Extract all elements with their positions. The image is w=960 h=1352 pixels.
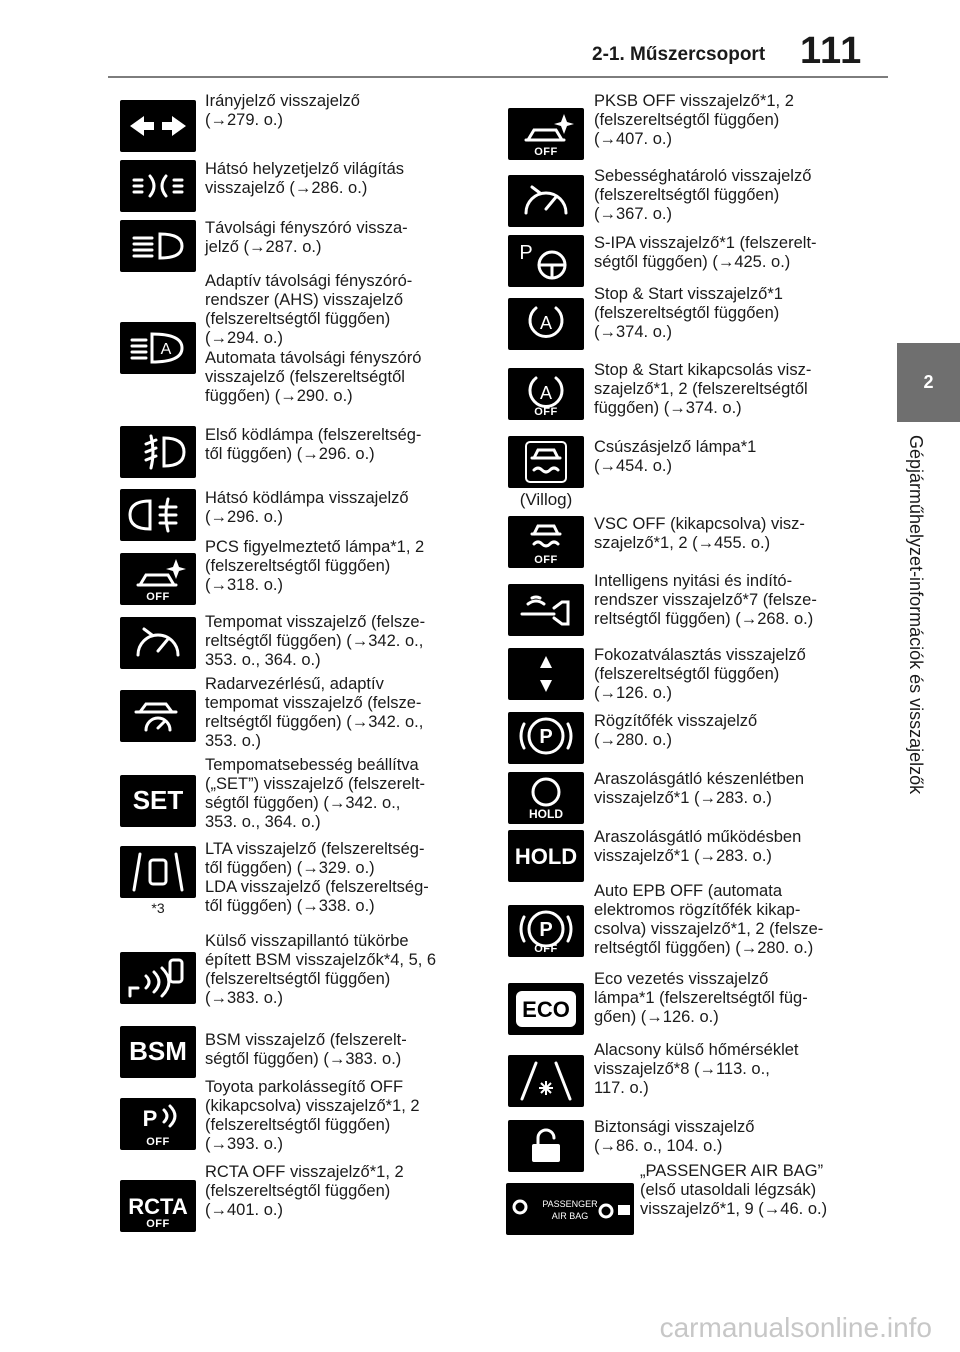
indicator-description: BSM visszajelző (felszerelt- ségtől függően) (→383. o.) (205, 1031, 407, 1069)
icon-footnote: *3 (151, 900, 165, 916)
indicator-description: Rögzítőfék visszajelző (→280. o.) (594, 712, 758, 750)
off-label: OFF (534, 554, 558, 566)
off-label: OFF (146, 591, 170, 603)
speed-limiter-icon (508, 175, 584, 227)
off-label: OFF (146, 1218, 170, 1230)
indicator-description: RCTA OFF visszajelző*1, 2 (felszereltségtől függően) (→401. o.) (205, 1163, 404, 1220)
indicator-description: PKSB OFF visszajelző*1, 2 (felszereltségtől függően) (→407. o.) (594, 92, 794, 149)
svg-text:AIR BAG: AIR BAG (551, 1211, 589, 1221)
page-number: 111 (800, 30, 863, 72)
front-fog-icon (120, 426, 196, 478)
high-beam-icon (120, 220, 196, 272)
svg-text:HOLD: HOLD (514, 844, 578, 869)
auto-high-beam-icon (120, 322, 196, 374)
indicator-description: Eco vezetés visszajelző lámpa*1 (felszereltségtől füg- gően) (→126. o.) (594, 970, 808, 1027)
svg-text:P: P (142, 1106, 158, 1131)
indicator-description: S-IPA visszajelző*1 (felszerelt- ségtől függően) (→425. o.) (594, 234, 817, 272)
off-label: OFF (534, 943, 558, 955)
stop-start-icon (508, 298, 584, 350)
pksb-off-icon (508, 108, 584, 160)
vsc-off-icon (508, 516, 584, 568)
auto-epb-off-icon (508, 905, 584, 957)
slip-indicator-icon (508, 436, 584, 488)
indicator-description: Alacsony külső hőmérséklet visszajelző*8 (→113. o., 117. o.) (594, 1041, 799, 1098)
set-icon (120, 775, 196, 827)
chapter-title: Gépjárműhelyzet-információk és visszajelzők (906, 435, 926, 795)
cruise-control-icon (120, 617, 196, 669)
svg-text:P: P (539, 726, 553, 748)
indicator-description: Tempomat visszajelző (felsze- reltségtől függően) (→342. o., 353. o., 364. o.) (205, 613, 426, 670)
indicator-description: PCS figyelmeztető lámpa*1, 2 (felszereltségtől függően) (→318. o.) (205, 538, 425, 595)
svg-text:P: P (539, 919, 553, 941)
off-label: OFF (534, 146, 558, 158)
header-divider (108, 76, 888, 78)
indicator-description: Intelligens nyitási és indító- rendszer visszajelző*7 (felsze- reltségtől függően) (→268. o.) (594, 572, 817, 629)
brake-hold-standby-icon (508, 772, 584, 824)
radar-cruise-icon (120, 690, 196, 742)
turn-signal-icon (120, 100, 196, 152)
indicator-description: Csúszásjelző lámpa*1 (→454. o.) (594, 438, 757, 476)
indicator-description: Radarvezérlésű, adaptív tempomat visszajelző (felsze- reltségtől függően) (→342. o., 353. o.) (205, 675, 424, 751)
chapter-tab[interactable]: 2 (897, 343, 960, 422)
svg-text:SET: SET (132, 785, 184, 815)
shift-position-icon (508, 648, 584, 700)
indicator-description: Stop & Start kikapcsolás visz- szajelző*1, 2 (felszereltségtől függően) (→374. o.) (594, 361, 812, 418)
indicator-description: Araszolásgátló működésben visszajelző*1 (→283. o.) (594, 828, 802, 866)
svg-text:BSM: BSM (129, 1036, 187, 1066)
indicator-description: Biztonsági visszajelző (→86. o., 104. o.) (594, 1118, 755, 1156)
indicator-description: Auto EPB OFF (automata elektromos rögzítőfék kikap- csolva) visszajelző*1, 2 (felsze- reltségtől függően) (→280. o.) (594, 882, 824, 958)
tail-light-icon (120, 160, 196, 212)
indicator-description: Toyota parkolássegítő OFF (kikapcsolva) visszajelző*1, 2 (felszereltségtől függően) (→393. o.) (205, 1078, 420, 1154)
svg-text:A: A (539, 313, 553, 333)
indicator-description: Adaptív távolsági fényszóró- rendszer (AHS) visszajelző (felszereltségtől függően) (→294. o.) Automata távolsági fényszóró visszajelző (felszereltségtől függően) (→290. o.) (205, 272, 422, 405)
parking-assist-off-icon (120, 1098, 196, 1150)
parking-brake-icon (508, 712, 584, 764)
off-label: OFF (146, 1136, 170, 1148)
svg-text:A: A (539, 383, 553, 403)
indicator-description: „PASSENGER AIR BAG” (első utasoldali légzsák) visszajelző*1, 9 (→46. o.) (640, 1162, 828, 1219)
indicator-description: Stop & Start visszajelző*1 (felszereltségtől függően) (→374. o.) (594, 285, 783, 342)
passenger-airbag-icon (506, 1183, 634, 1235)
indicator-description: VSC OFF (kikapcsolva) visz- szajelző*1, 2 (→455. o.) (594, 515, 805, 553)
svg-text:P: P (519, 242, 533, 264)
s-ipa-icon (508, 235, 584, 287)
indicator-description: Sebességhatároló visszajelző (felszereltségtől függően) (→367. o.) (594, 167, 812, 224)
bsm-icon (120, 1026, 196, 1078)
icon-footnote: (Villog) (519, 490, 573, 509)
indicator-description: Tempomatsebesség beállítva („SET”) visszajelző (felszerelt- ségtől függően) (→342. o., 353. o., 364. o.) (205, 756, 426, 832)
indicator-description: Hátsó helyzetjelző világítás visszajelző (→286. o.) (205, 160, 405, 198)
indicator-description: Hátsó ködlámpa visszajelző (→296. o.) (205, 489, 409, 527)
indicator-description: Külső visszapillantó tükörbe épített BSM visszajelzők*4, 5, 6 (felszereltségtől függően) (→383. o.) (205, 932, 437, 1008)
svg-text:ECO: ECO (522, 997, 570, 1022)
smart-key-icon (508, 584, 584, 636)
bsm-mirror-icon (120, 952, 196, 1004)
indicator-description: Távolsági fényszóró vissza- jelző (→287. o.) (205, 219, 408, 257)
indicator-description: Fokozatválasztás visszajelző (felszereltségtől függően) (→126. o.) (594, 646, 806, 703)
low-temp-icon (508, 1055, 584, 1107)
rcta-off-icon (120, 1180, 196, 1232)
off-label: OFF (534, 406, 558, 418)
lane-assist-icon (120, 846, 196, 898)
indicator-description: Araszolásgátló készenlétben visszajelző*1 (→283. o.) (594, 770, 805, 808)
section-title: 2-1. Műszercsoport (592, 44, 766, 65)
security-icon (508, 1120, 584, 1172)
rear-fog-icon (120, 489, 196, 541)
indicator-description: Első ködlámpa (felszereltség- től függően) (→296. o.) (205, 426, 422, 464)
brake-hold-operated-icon (508, 830, 584, 882)
svg-text:PASSENGER: PASSENGER (542, 1199, 598, 1209)
pcs-warning-icon (120, 553, 196, 605)
svg-text:HOLD: HOLD (529, 807, 563, 821)
svg-text:A: A (160, 341, 172, 358)
watermark: carmanualsonline.info (659, 1312, 932, 1343)
indicator-description: Irányjelző visszajelző (→279. o.) (205, 92, 360, 130)
eco-icon (508, 983, 584, 1035)
stop-start-off-icon (508, 368, 584, 420)
indicator-description: LTA visszajelző (felszereltség- től függően) (→329. o.) LDA visszajelző (felszereltség- től függően) (→338. o.) (205, 840, 429, 916)
svg-text:RCTA: RCTA (128, 1194, 188, 1219)
